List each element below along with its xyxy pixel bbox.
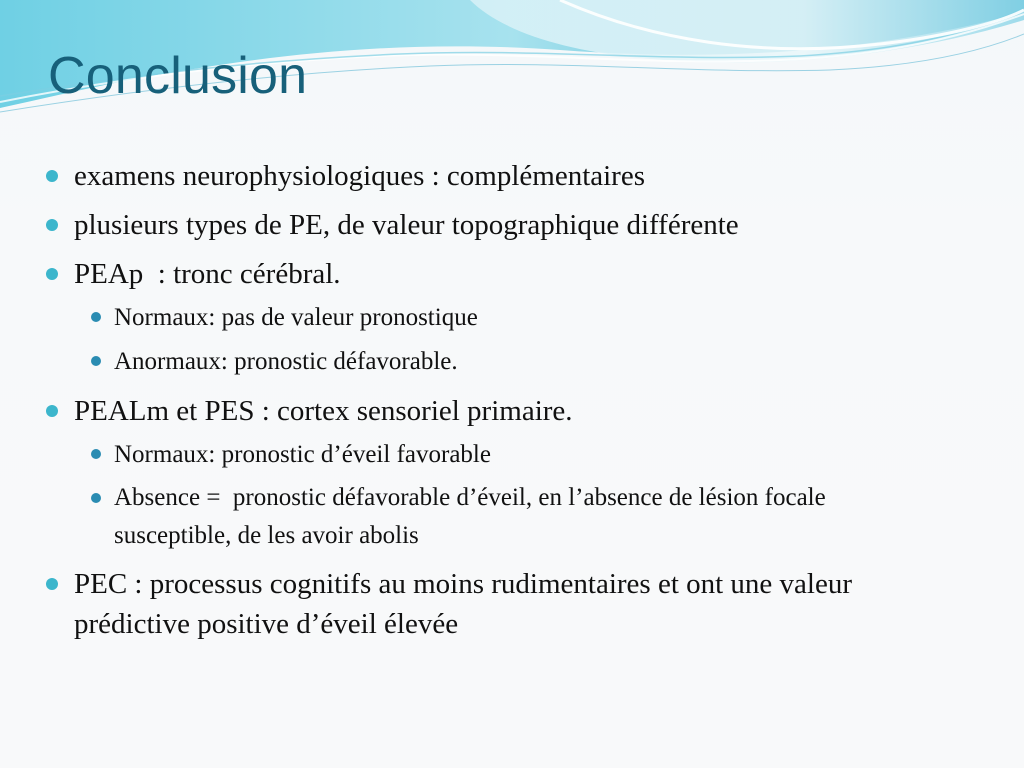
bullet-list-container	[44, 156, 944, 653]
bullet-dot-icon	[46, 405, 58, 417]
bullet-item	[44, 156, 944, 196]
bullet-text: PEC : processus cognitifs au moins rudimentaires et ont une valeur prédictive positive d’éveil élevée	[74, 568, 860, 640]
bullet-dot-icon	[46, 219, 58, 231]
sub-bullet-text: Anormaux: pronostic défavorable.	[114, 348, 458, 375]
sub-bullet-item	[74, 342, 944, 382]
sub-bullet-dot-icon	[91, 493, 101, 503]
sub-bullet-text: Normaux: pas de valeur pronostique	[114, 304, 478, 331]
sub-bullet-item	[74, 479, 944, 555]
sub-bullet-dot-icon	[91, 312, 101, 322]
bullet-text: examens neurophysiologiques : complémentaires	[74, 160, 645, 192]
bullet-item	[44, 564, 944, 644]
sub-bullet-text: Absence = pronostic défavorable d’éveil, en l’absence de lésion focale susceptible, de les avoir abolis	[114, 484, 832, 549]
bullet-text: PEALm et PES : cortex sensoriel primaire.	[74, 395, 573, 427]
bullet-item	[44, 205, 944, 245]
slide-title: Conclusion	[48, 47, 308, 105]
sub-bullet-text: Normaux: pronostic d’éveil favorable	[114, 441, 491, 468]
sub-bullet-list	[74, 435, 944, 555]
bullet-dot-icon	[46, 268, 58, 280]
bullet-dot-icon	[46, 578, 58, 590]
sub-bullet-dot-icon	[91, 449, 101, 459]
bullet-text: PEAp : tronc cérébral.	[74, 258, 341, 290]
sub-bullet-item	[74, 298, 944, 338]
bullet-text: plusieurs types de PE, de valeur topographique différente	[74, 209, 739, 241]
sub-bullet-list	[74, 298, 944, 382]
bullet-list	[44, 156, 944, 644]
bullet-dot-icon	[46, 170, 58, 182]
bullet-item	[44, 391, 944, 555]
bullet-item	[44, 254, 944, 382]
sub-bullet-item	[74, 435, 944, 475]
sub-bullet-dot-icon	[91, 356, 101, 366]
